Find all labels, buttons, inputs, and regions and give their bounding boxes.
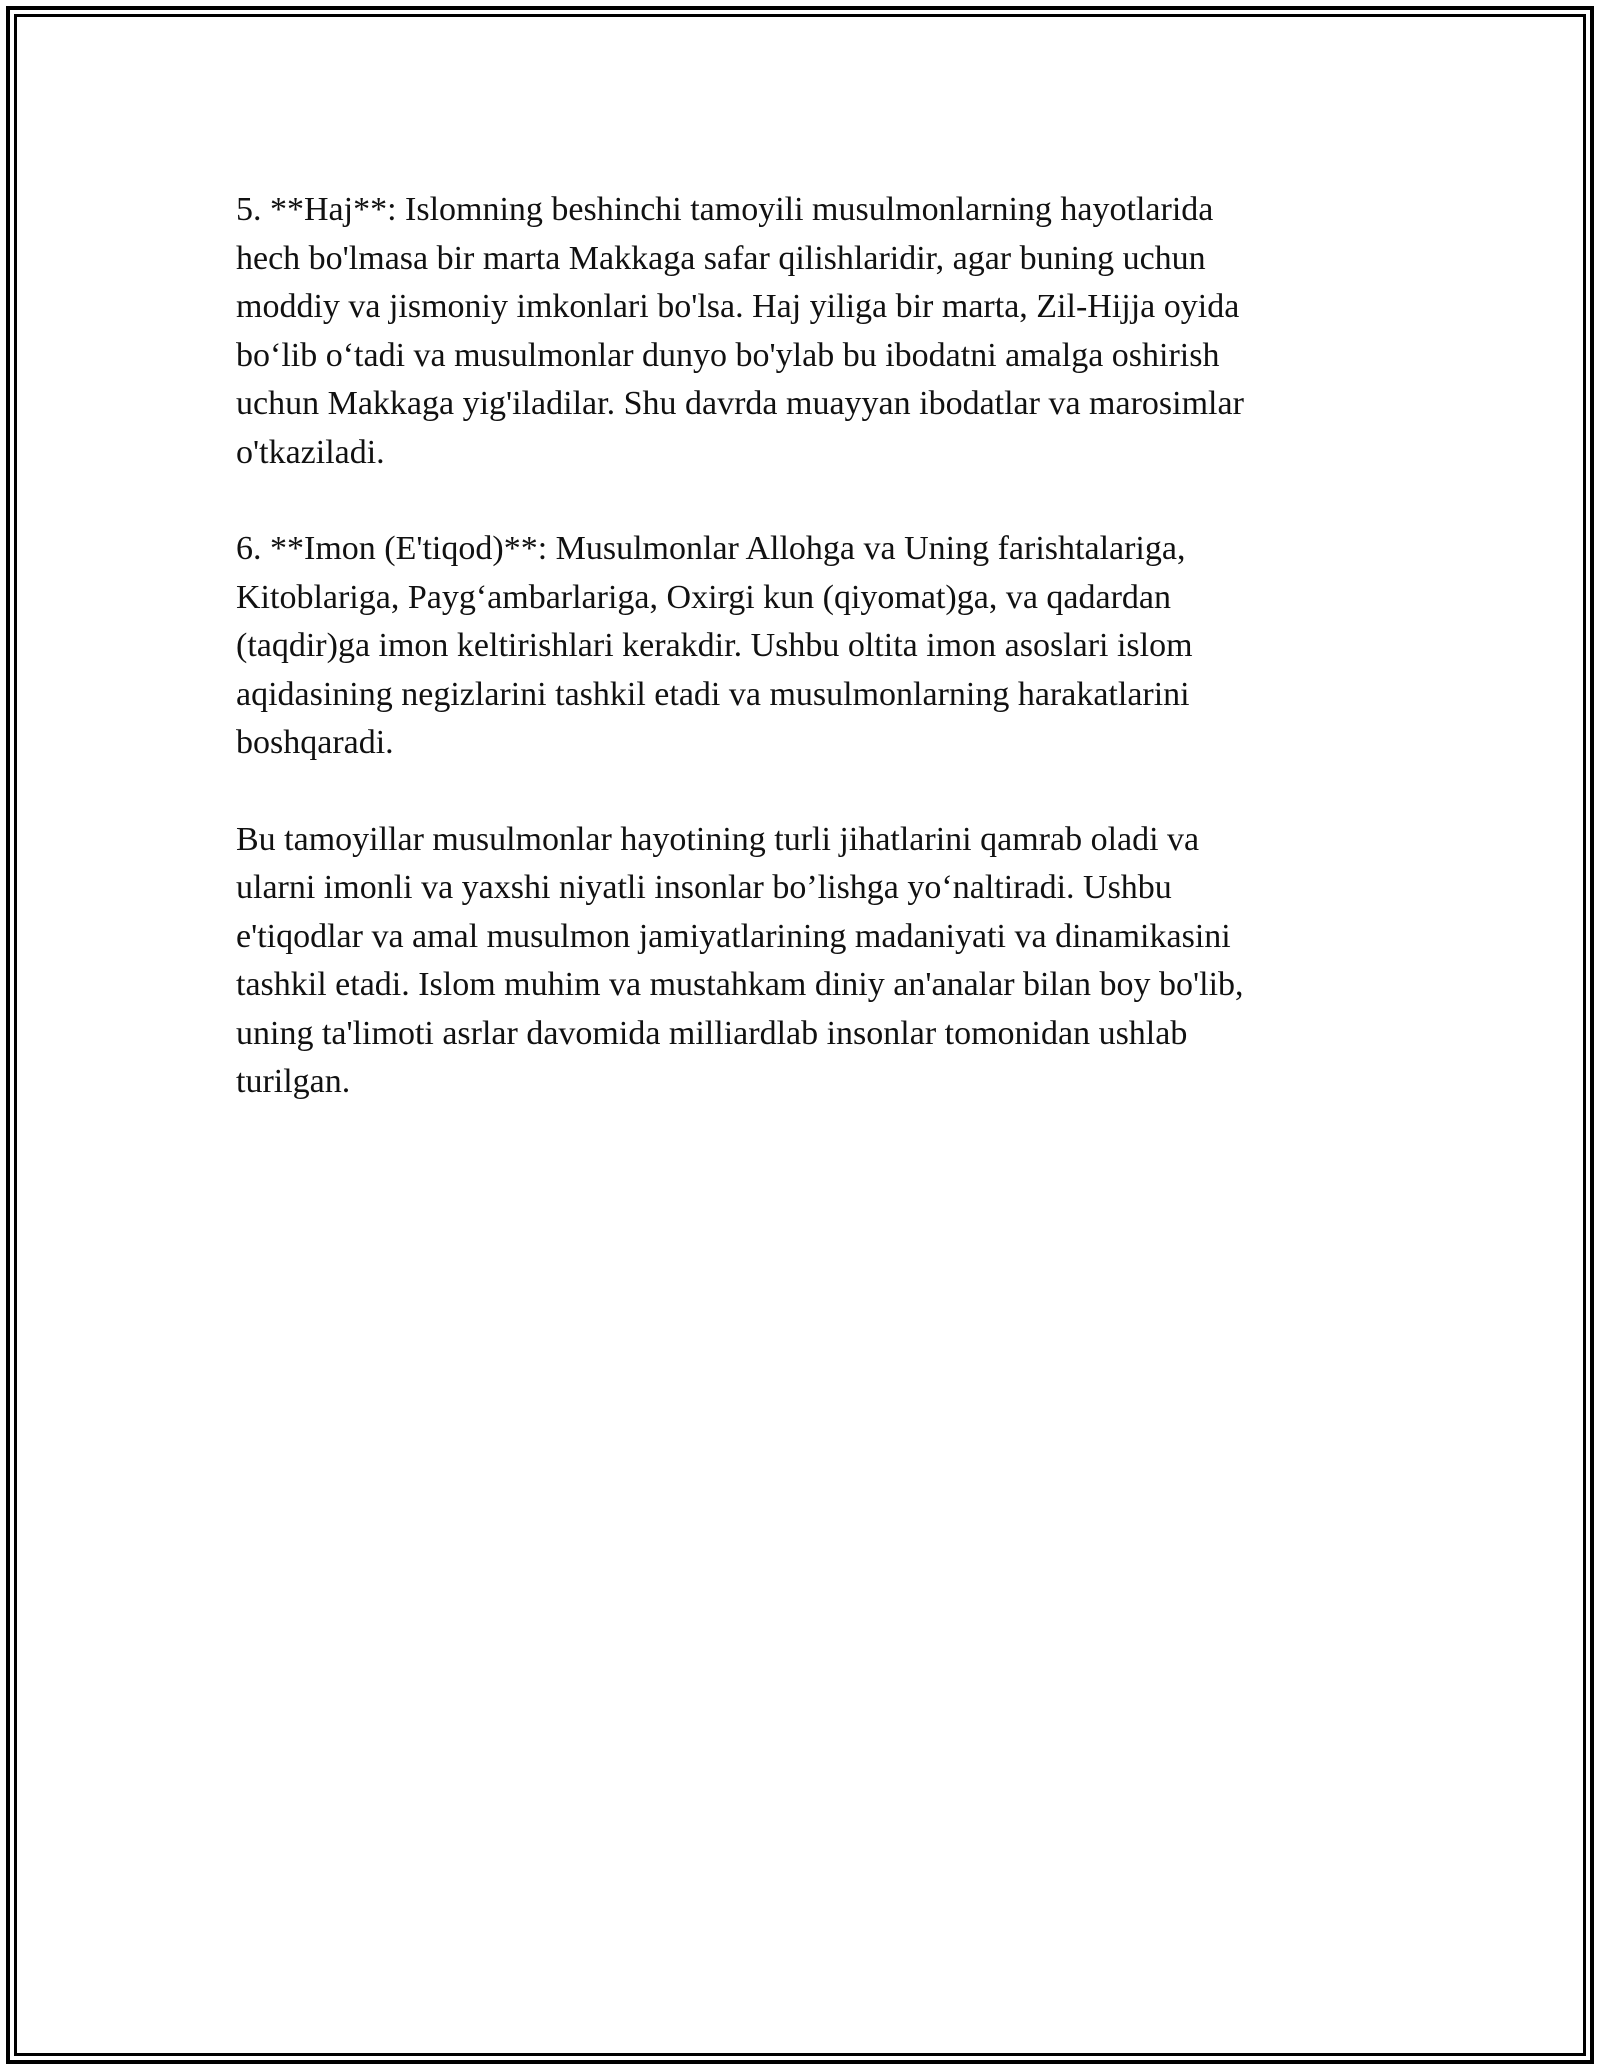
text-line: Bu tamoyillar musulmonlar hayotining turli jihatlarini qamrab oladi va (236, 820, 1200, 858)
text-line: boshqaradi. (236, 724, 394, 761)
text-line: 6. **Imon (E'tiqod)**: Musulmonlar Allohga va Uning farishtalariga, (236, 530, 1186, 567)
text-line: Kitoblariga, Payg‘ambarlariga, Oxirgi kun (qiyomat)ga, va qadardan (236, 578, 1172, 616)
paragraph-imon (236, 525, 1376, 768)
text-line: turilgan. (236, 1063, 351, 1100)
text-line: ularni imonli va yaxshi niyatli insonlar bo’lishga yo‘naltiradi. Ushbu (236, 869, 1172, 906)
paragraph-haj (236, 186, 1376, 477)
text-line: bo‘lib o‘tadi va musulmonlar dunyo bo'ylab bu ibodatni amalga oshirish (236, 336, 1220, 374)
paragraph-conclusion (236, 816, 1376, 1107)
text-line: hech bo'lmasa bir marta Makkaga safar qilishlaridir, agar buning uchun (236, 239, 1206, 277)
text-line: uchun Makkaga yig'iladilar. Shu davrda muayyan ibodatlar va marosimlar (236, 385, 1244, 422)
text-line: aqidasining negizlarini tashkil etadi va musulmonlarning harakatlarini (236, 675, 1190, 713)
text-line: o'tkaziladi. (236, 433, 385, 471)
text-line: e'tiqodlar va amal musulmon jamiyatlarining madaniyati va dinamikasini (236, 917, 1231, 955)
text-line: tashkil etadi. Islom muhim va mustahkam diniy an'analar bilan boy bo'lib, (236, 966, 1244, 1003)
document-body (236, 186, 1376, 1107)
text-line: moddiy va jismoniy imkonlari bo'lsa. Haj yiliga bir marta, Zil-Hijja oyida (236, 288, 1240, 325)
text-line: uning ta'limoti asrlar davomida milliardlab insonlar tomonidan ushlab (236, 1014, 1188, 1052)
text-line: 5. **Haj**: Islomning beshinchi tamoyili musulmonlarning hayotlarida (236, 191, 1214, 228)
text-line: (taqdir)ga imon keltirishlari kerakdir. Ushbu oltita imon asoslari islom (236, 627, 1193, 664)
